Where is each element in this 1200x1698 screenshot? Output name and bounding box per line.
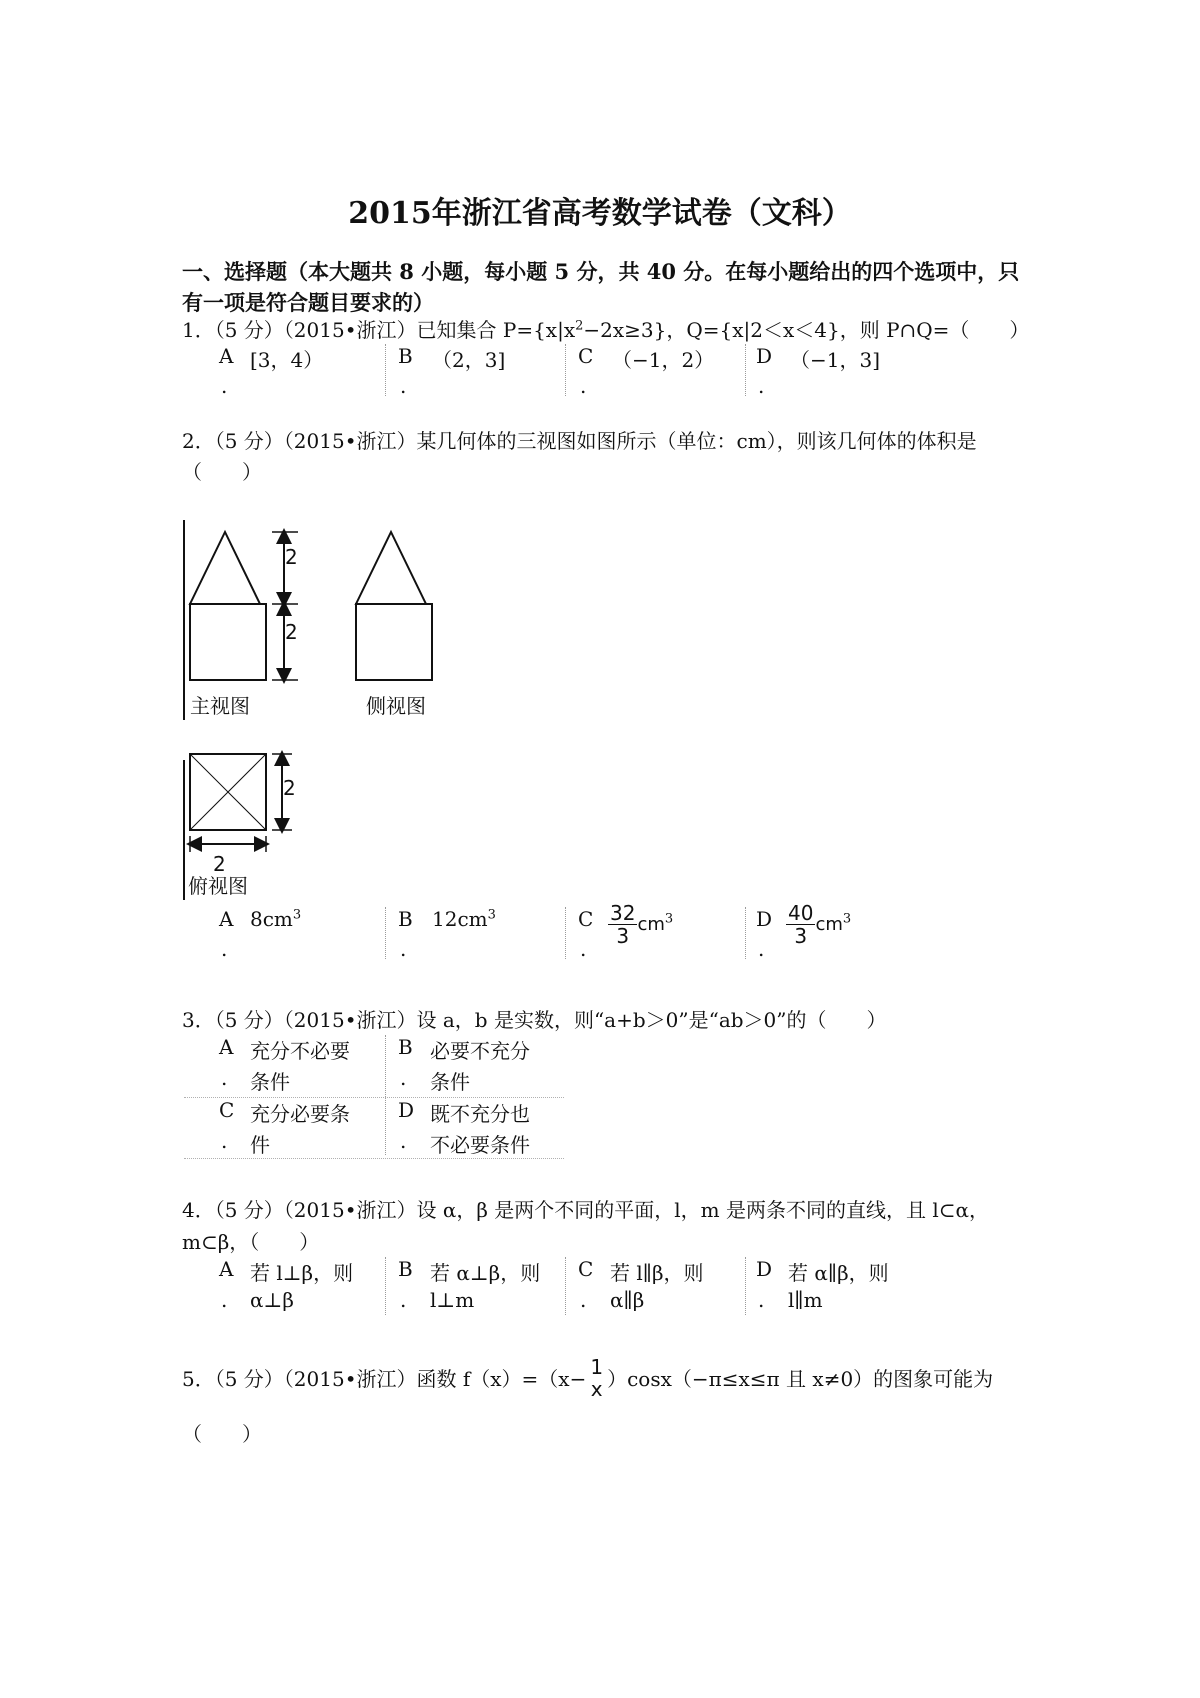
option-dot: . bbox=[400, 1066, 407, 1090]
option-text[interactable]: 必要不充分 bbox=[430, 1039, 530, 1063]
question-1-stem: 1．（5 分）（2015•浙江）已知集合 $P=\{x|x^2-2x\ge 3\}$，Q={x|2＜x＜4}，则 P∩Q=（ ） bbox=[182, 318, 1030, 342]
option-letter[interactable]: D bbox=[756, 344, 773, 368]
option-text[interactable]: 若 l⊥β，则 bbox=[250, 1261, 354, 1285]
question-3-stem: 3．（5 分）（2015•浙江）设 a，b 是实数，则“a+b＞0”是“ab＞0”的（ ） bbox=[182, 1008, 887, 1032]
option-text[interactable]: l⊥m bbox=[430, 1288, 475, 1312]
side-view-square bbox=[356, 604, 432, 680]
option-dot: . bbox=[221, 1129, 228, 1153]
option-letter[interactable]: D bbox=[398, 1098, 415, 1122]
question-2-stem-line2: （ ） bbox=[182, 460, 262, 484]
option-letter[interactable]: A bbox=[219, 907, 234, 931]
option-letter[interactable]: C bbox=[578, 1257, 594, 1281]
option-dot: . bbox=[758, 374, 765, 398]
option-divider bbox=[745, 344, 746, 396]
option-dot: . bbox=[580, 937, 587, 961]
option-fraction[interactable]: $\frac{40}{3}$ $cm^3$ bbox=[788, 901, 852, 948]
option-text[interactable]: 若 l∥β，则 bbox=[610, 1261, 704, 1285]
option-text[interactable]: l∥m bbox=[788, 1288, 823, 1312]
dim-label: 2 bbox=[213, 852, 226, 876]
option-text[interactable]: $12cm^3$ bbox=[432, 907, 496, 931]
option-letter[interactable]: C bbox=[219, 1098, 235, 1122]
option-text[interactable]: 既不充分也 bbox=[430, 1102, 530, 1126]
question-4-stem-line2: m⊂β，（ ） bbox=[182, 1230, 320, 1254]
dim-label: 2 bbox=[283, 776, 296, 800]
option-letter[interactable]: B bbox=[398, 907, 413, 931]
option-letter[interactable]: D bbox=[756, 1257, 773, 1281]
question-5-stem-line2: （ ） bbox=[182, 1422, 262, 1446]
option-text[interactable]: （2，3] bbox=[432, 348, 506, 372]
front-view-triangle bbox=[190, 532, 260, 604]
option-dot: . bbox=[221, 1066, 228, 1090]
option-dot: . bbox=[221, 374, 228, 398]
option-divider bbox=[385, 1257, 386, 1315]
option-divider bbox=[565, 1257, 566, 1315]
option-text[interactable]: α∥β bbox=[610, 1288, 645, 1312]
option-fraction[interactable]: $\frac{32}{3}$ $cm^3$ bbox=[610, 901, 674, 948]
option-divider bbox=[745, 1257, 746, 1315]
option-letter[interactable]: C bbox=[578, 907, 594, 931]
option-letter[interactable]: A bbox=[219, 1257, 234, 1281]
option-text[interactable]: α⊥β bbox=[250, 1288, 294, 1312]
top-view-label: 俯视图 bbox=[188, 874, 248, 898]
page-title: 2015年浙江省高考数学试卷（文科） bbox=[348, 196, 852, 231]
option-letter[interactable]: B bbox=[398, 1257, 413, 1281]
option-text[interactable]: 不必要条件 bbox=[430, 1133, 530, 1157]
option-divider bbox=[385, 344, 386, 396]
option-text[interactable]: 条件 bbox=[250, 1070, 290, 1094]
option-dot: . bbox=[580, 374, 587, 398]
option-dot: . bbox=[221, 937, 228, 961]
option-dot: . bbox=[580, 1288, 587, 1312]
side-view-label: 侧视图 bbox=[366, 694, 426, 718]
front-view-square bbox=[190, 604, 266, 680]
option-text[interactable]: 充分必要条 bbox=[250, 1102, 350, 1126]
option-text[interactable]: 充分不必要 bbox=[250, 1039, 350, 1063]
option-letter[interactable]: B bbox=[398, 1035, 413, 1059]
option-text[interactable]: $8cm^3$ bbox=[250, 907, 302, 931]
option-text[interactable]: 条件 bbox=[430, 1070, 470, 1094]
side-view-triangle bbox=[356, 532, 426, 604]
option-dot: . bbox=[758, 1288, 765, 1312]
option-text[interactable]: 若 α∥β，则 bbox=[788, 1261, 889, 1285]
option-dot: . bbox=[400, 1288, 407, 1312]
option-divider bbox=[565, 907, 566, 959]
option-letter[interactable]: B bbox=[398, 344, 413, 368]
question-5-stem: 5．（5 分）（2015•浙江）函数 f（x）=（x− 1 x ）cosx（−π≤x≤π 且 x≠0）的图象可能为 bbox=[182, 1355, 994, 1401]
option-dot: . bbox=[400, 374, 407, 398]
fraction: 1 x bbox=[590, 1355, 604, 1401]
front-view-label: 主视图 bbox=[190, 694, 250, 718]
option-letter[interactable]: A bbox=[219, 1035, 234, 1059]
option-letter[interactable]: C bbox=[578, 344, 594, 368]
section-header-line2: 有一项是符合题目要求的） bbox=[182, 290, 434, 315]
option-dot: . bbox=[758, 937, 765, 961]
option-text[interactable]: [3，4） bbox=[250, 348, 324, 372]
option-text[interactable]: 若 α⊥β，则 bbox=[430, 1261, 541, 1285]
option-divider bbox=[385, 1035, 386, 1155]
option-divider bbox=[385, 907, 386, 959]
option-dot: . bbox=[400, 1129, 407, 1153]
option-text[interactable]: （−1，2） bbox=[612, 348, 715, 372]
option-dot: . bbox=[221, 1288, 228, 1312]
dim-label: 2 bbox=[285, 545, 298, 569]
option-letter[interactable]: D bbox=[756, 907, 773, 931]
option-text[interactable]: 件 bbox=[250, 1133, 270, 1157]
section-header-line1: 一、选择题（本大题共 8 小题，每小题 5 分，共 40 分。在每小题给出的四个选项中，只 bbox=[182, 259, 1020, 284]
question-4-stem-line1: 4．（5 分）（2015•浙江）设 α，β 是两个不同的平面，l，m 是两条不同的直线，且 l⊂α， bbox=[182, 1198, 990, 1222]
option-dot: . bbox=[400, 937, 407, 961]
question-2-stem-line1: 2．（5 分）（2015•浙江）某几何体的三视图如图所示（单位：cm），则该几何体的体积是 bbox=[182, 429, 977, 453]
dim-label: 2 bbox=[285, 620, 298, 644]
fraction: $\frac{40}{3}$ bbox=[788, 901, 814, 948]
option-divider bbox=[565, 344, 566, 396]
fraction: $\frac{32}{3}$ bbox=[610, 901, 636, 948]
option-text[interactable]: （−1，3] bbox=[790, 348, 881, 372]
option-divider bbox=[745, 907, 746, 959]
row-divider bbox=[184, 1158, 564, 1159]
option-letter[interactable]: A bbox=[219, 344, 234, 368]
